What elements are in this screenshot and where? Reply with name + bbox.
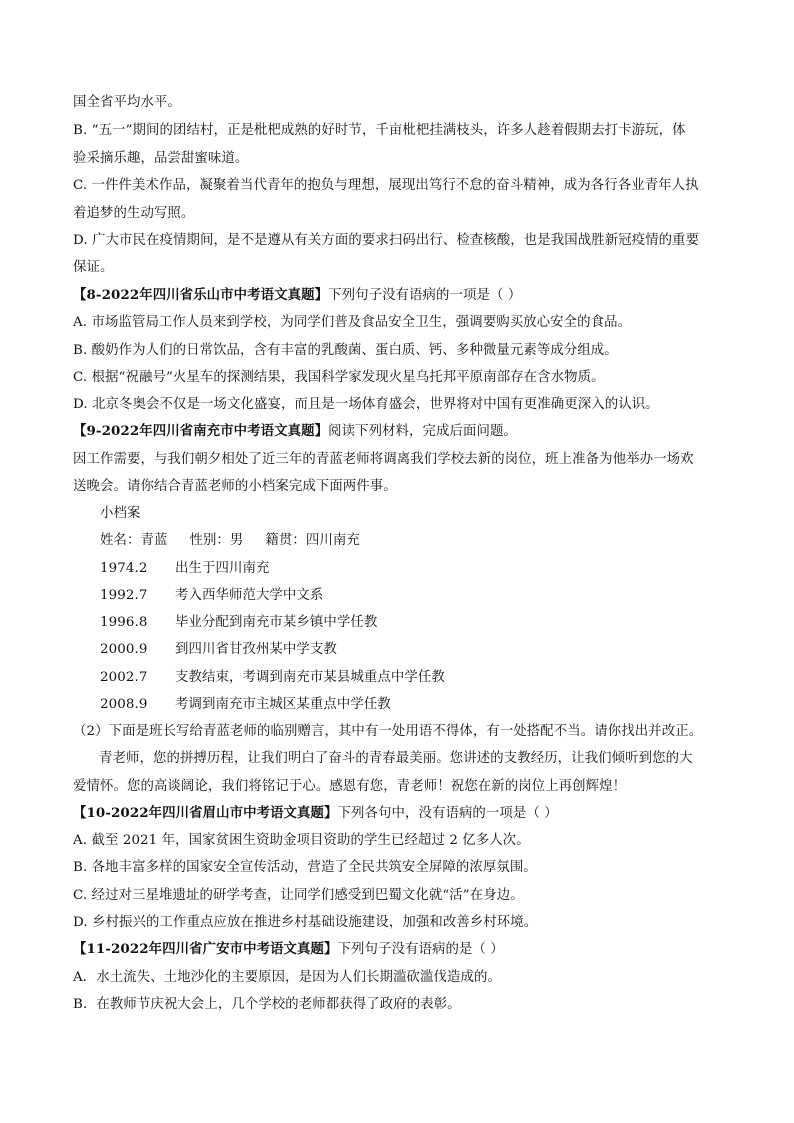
q7-option-d-line2: 保证。 <box>73 260 114 275</box>
q7-continuation: 国全省平均水平。 <box>73 95 181 110</box>
q9-message-line2: 爱情怀。您的高谈阔论，我们将铭记于心。感恩有您，青老师！祝您在新的岗位上再创辉煌！ <box>73 779 627 794</box>
timeline-year: 1974.2 <box>100 561 148 576</box>
q7-option-d-line1: D. 广大市民在疫情期间，是不是遵从有关方面的要求扫码出行、检查核酸，也是我国战胜新冠疫情的重要 <box>73 233 700 248</box>
file-basic-info <box>100 532 760 549</box>
timeline-row <box>100 614 760 631</box>
timeline-event: 出生于四川南充 <box>175 561 270 576</box>
timeline-event: 考调到南充市主城区某重点中学任教 <box>175 697 391 712</box>
q11-option-b: B．在教师节庆祝大会上，几个学校的老师都获得了政府的表彰。 <box>73 997 461 1012</box>
timeline-year: 2002.7 <box>100 670 148 685</box>
q10-option-c: C. 经过对三星堆遗址的研学考查，让同学们感受到巴蜀文化就“活”在身边。 <box>73 888 524 903</box>
q8-option-a: A. 市场监管局工作人员来到学校，为同学们普及食品安全卫生，强调要购买放心安全的食品。 <box>73 315 632 330</box>
file-title: 小档案 <box>100 506 141 521</box>
q10-stem: 下列各句中，没有语病的一项是（ ） <box>337 806 558 821</box>
q7-option-c-line1: C. 一件件美术作品，凝聚着当代青年的抱负与理想，展现出笃行不怠的奋斗精神，成为各行各业青年人执 <box>73 178 699 193</box>
file-origin: 籍贯：四川南充 <box>265 533 360 548</box>
q11-stem: 下列句子没有语病的是（ ） <box>337 942 504 957</box>
timeline-event: 毕业分配到南充市某乡镇中学任教 <box>175 615 378 630</box>
timeline-year: 1992.7 <box>100 588 148 603</box>
timeline-year: 1996.8 <box>100 615 148 630</box>
timeline-row <box>100 669 760 686</box>
q7-option-b-line1: B. “五一”期间的团结村，正是枇杷成熟的好时节，千亩枇杷挂满枝头，许多人趁着假期去打卡游玩，体 <box>73 123 686 138</box>
q8-option-c: C. 根据“祝融号”火星车的探测结果，我国科学家发现火星乌托邦平原南部存在含水物质。 <box>73 370 605 385</box>
q9-intro-line2: 送晚会。请你结合青蓝老师的小档案完成下面两件事。 <box>73 479 397 494</box>
timeline-event: 支教结束，考调到南充市某县城重点中学任教 <box>175 670 445 685</box>
q10-header <box>73 805 733 822</box>
q8-stem: 下列句子没有语病的一项是（ ） <box>328 288 522 303</box>
timeline-year: 2000.9 <box>100 642 148 657</box>
q11-option-a: A．水土流失、土地沙化的主要原因，是因为人们长期滥砍滥伐造成的。 <box>73 970 501 985</box>
timeline-row <box>100 641 760 658</box>
q10-source-tag: 【10-2022年四川省眉山市中考语文真题】 <box>73 805 338 821</box>
file-gender: 性别：男 <box>189 533 244 548</box>
timeline-event: 到四川省甘孜州某中学支教 <box>175 642 337 657</box>
q7-option-c-line2: 着追梦的生动写照。 <box>73 206 195 221</box>
timeline-event: 考入西华师范大学中文系 <box>175 588 324 603</box>
q9-subquestion-2: （2）下面是班长写给青蓝老师的临别赠言，其中有一处用语不得体，有一处搭配不当。请你找出并改正。 <box>73 724 703 739</box>
q11-source-tag: 【11-2022年四川省广安市中考语文真题】 <box>73 941 338 957</box>
file-name: 姓名：青蓝 <box>100 533 168 548</box>
timeline-row <box>100 696 760 713</box>
q9-header <box>73 423 733 440</box>
q7-option-b-line2: 验采摘乐趣，品尝甜蜜味道。 <box>73 151 249 166</box>
q11-header <box>73 941 733 958</box>
timeline-row <box>100 560 760 577</box>
q9-stem: 阅读下列材料，完成后面问题。 <box>328 424 517 439</box>
q9-intro-line1: 因工作需要，与我们朝夕相处了近三年的青蓝老师将调离我们学校去新的岗位，班上准备为他举办一场欢 <box>73 452 694 467</box>
q8-header <box>73 287 733 304</box>
timeline-year: 2008.9 <box>100 697 148 712</box>
q9-source-tag: 【9-2022年四川省南充市中考语文真题】 <box>73 423 329 439</box>
q8-option-d: D. 北京冬奥会不仅是一场文化盛宴，而且是一场体育盛会，世界将对中国有更准确更深入的认识。 <box>73 397 659 412</box>
q10-option-a: A. 截至 2021 年，国家贫困生资助金项目资助的学生已经超过 2 亿多人次。 <box>73 833 530 848</box>
q10-option-b: B. 各地丰富多样的国家安全宣传活动，营造了全民共筑安全屏障的浓厚氛围。 <box>73 860 537 875</box>
timeline-row <box>100 587 760 604</box>
q8-option-b: B. 酸奶作为人们的日常饮品，含有丰富的乳酸菌、蛋白质、钙、多种微量元素等成分组成。 <box>73 343 618 358</box>
q10-option-d: D. 乡村振兴的工作重点应放在推进乡村基础设施建设，加强和改善乡村环境。 <box>73 915 538 930</box>
q9-message-line1: 青老师，您的拼搏历程，让我们明白了奋斗的青春最美丽。您讲述的支教经历，让我们倾听到您的大 <box>99 751 693 766</box>
q8-source-tag: 【8-2022年四川省乐山市中考语文真题】 <box>73 287 329 303</box>
